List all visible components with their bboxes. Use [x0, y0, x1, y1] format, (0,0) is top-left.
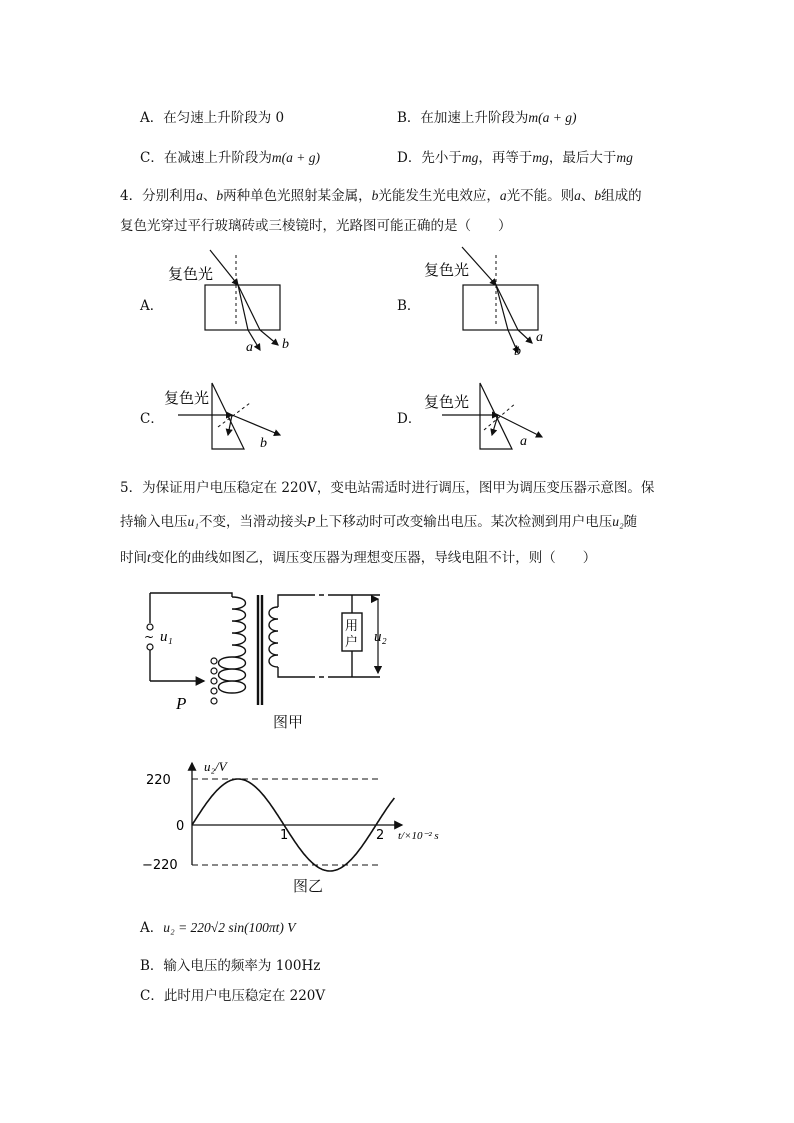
q4-b-ray-a: [496, 285, 532, 343]
q4-sep-2: 、: [580, 188, 595, 204]
q4-a-label-b: b: [282, 337, 289, 352]
q3-option-a-text: A．在匀速上升阶段为 0: [140, 110, 285, 126]
q5-yi-tick-zero: 0: [176, 819, 185, 834]
q5-jia-user-label-2: 户: [345, 635, 359, 650]
q4-option-b-label: B．: [397, 298, 421, 314]
q3-option-a: [140, 108, 284, 128]
q4-option-a-label: A．: [140, 298, 164, 314]
q5-yi-x-tick-2: 2: [376, 828, 385, 843]
q4-text-3: 光能发生光电效应，: [378, 188, 500, 204]
q5-jia-source-symbol: ~: [144, 630, 155, 644]
q5-jia-secondary-bottom-wire: [278, 667, 310, 677]
q5-jia-primary-top-wire: [150, 593, 232, 597]
q5-jia-user-label-1: 用: [345, 619, 359, 634]
q4-stem-line2: 复色光穿过平行玻璃砖或三棱镜时，光路图可能正确的是（ ）: [120, 218, 512, 234]
q5-option-a: [140, 918, 295, 938]
q4-text-5: 组成的: [601, 188, 642, 204]
q5-yi-x-tick-1: 1: [280, 828, 289, 843]
q4-stem-line1: [120, 186, 642, 206]
q5-jia-terminal-bottom: [147, 644, 153, 650]
q3-option-d-mg3: mg: [616, 150, 633, 165]
q4-var-a2: a: [499, 188, 507, 203]
q5-text-2: 不变，当滑动接头: [198, 514, 307, 530]
q3-option-b-text: B．在加速上升阶段为: [397, 110, 529, 126]
q5-jia-taps: [211, 658, 217, 704]
q4-b-ray-b: [496, 285, 518, 353]
q4-option-c-label: C．: [140, 411, 164, 427]
q4-b-label-b: b: [514, 344, 521, 359]
q4-b-glass-slab: [463, 285, 538, 330]
q3-option-d-end: ，最后大于: [548, 150, 617, 166]
q3-option-d-mg1: mg: [461, 150, 479, 165]
q4-diagram-c: [160, 375, 300, 455]
q5-yi-tick-neg: −220: [142, 858, 178, 873]
q5-text-3: 上下移动时可改变输出电压。某次检测到用户电压: [315, 514, 613, 530]
q5-fig-yi-caption: 图乙: [293, 877, 324, 895]
q5-stem-line3: [120, 548, 596, 568]
q5-jia-primary-coil: [219, 597, 246, 693]
q5-var-u2: u₂: [612, 514, 624, 529]
q4-c-prism: [212, 383, 244, 449]
q4-text-4: 光不能。则: [506, 188, 575, 204]
q4-var-b3: b: [594, 188, 602, 203]
q3-option-d-mg2: mg: [532, 150, 549, 165]
q4-a-label-a: a: [246, 340, 253, 355]
q4-sep-1: 、: [202, 188, 217, 204]
q4-d-label-composite: 复色光: [424, 393, 470, 411]
q5-figure-yi: [140, 755, 460, 875]
q5-text-6: 变化的曲线如图乙，调压变压器为理想变压器，导线电阻不计，则（ ）: [150, 550, 597, 566]
q5-stem-line2: [120, 512, 637, 532]
q4-a-ray-b: [238, 285, 278, 345]
q5-jia-u2-label: u₂: [374, 629, 387, 645]
q3-option-c: [140, 148, 320, 168]
q5-var-p: P: [306, 514, 316, 529]
q4-d-label-a: a: [520, 434, 527, 449]
q3-option-b-math: m(a + g): [528, 110, 577, 125]
q5-var-t: t: [147, 550, 151, 565]
q4-diagram-d: [420, 375, 560, 455]
q3-option-c-math: m(a + g): [271, 150, 320, 165]
q5-text-4: 随: [623, 514, 638, 530]
q4-var-b: b: [216, 188, 224, 203]
q5-jia-secondary-top-wire: [278, 595, 310, 607]
q4-var-a: a: [196, 188, 203, 203]
q4-option-d-label: D．: [397, 411, 422, 427]
q5-option-b: B．输入电压的频率为 100Hz: [140, 958, 321, 974]
q4-text-1: 4．分别利用: [120, 188, 197, 204]
q5-figure-jia: [140, 585, 400, 735]
q4-b-label-composite: 复色光: [424, 261, 470, 279]
q5-yi-y-label: u₂/V: [204, 759, 227, 774]
q4-c-label-b: b: [260, 436, 267, 451]
q3-option-c-text: C．在减速上升阶段为: [140, 150, 272, 166]
q3-option-d: [397, 148, 633, 168]
q4-var-b2: b: [371, 188, 379, 203]
q5-text-5: 时间: [120, 550, 147, 566]
q3-option-d-mid: ，再等于: [478, 150, 533, 166]
q4-b-label-a: a: [536, 330, 543, 345]
q4-c-refracted-ray: [232, 415, 280, 435]
q3-option-d-pre: D．先小于: [397, 150, 462, 166]
q4-var-a3: a: [574, 188, 581, 203]
q5-var-u1: u₁: [187, 514, 199, 529]
q5-text-1: 持输入电压: [120, 514, 188, 530]
q4-a-label-composite: 复色光: [168, 265, 214, 283]
q4-diagram-b: [420, 245, 570, 360]
q5-jia-p-label: P: [176, 694, 187, 713]
q5-option-c: C．此时用户电压稳定在 220V: [140, 988, 326, 1004]
q5-jia-secondary-coil: [269, 607, 278, 667]
q5-fig-jia-caption: 图甲: [273, 713, 304, 731]
q5-jia-u1-label: u₁: [160, 629, 173, 645]
q5-option-a-label: A．: [140, 920, 164, 936]
q5-yi-x-label: t/×10⁻² s: [398, 830, 439, 842]
q5-stem-line1: 5．为保证用户电压稳定在 220V，变电站需适时进行调压，图甲为调压变压器示意图。保: [120, 480, 655, 496]
q4-d-prism: [480, 383, 512, 449]
q4-d-reflected-ray: [492, 415, 498, 435]
q4-text-2: 两种单色光照射某金属，: [223, 188, 372, 204]
q5-yi-tick-pos: 220: [146, 773, 171, 788]
q3-option-b: [397, 108, 577, 128]
q4-diagram-a: [160, 245, 310, 360]
q5-option-a-math: u₂ = 220√2 sin(100πt) V: [163, 920, 296, 935]
q4-c-label-composite: 复色光: [164, 389, 210, 407]
q4-a-incident-ray: [210, 250, 238, 285]
